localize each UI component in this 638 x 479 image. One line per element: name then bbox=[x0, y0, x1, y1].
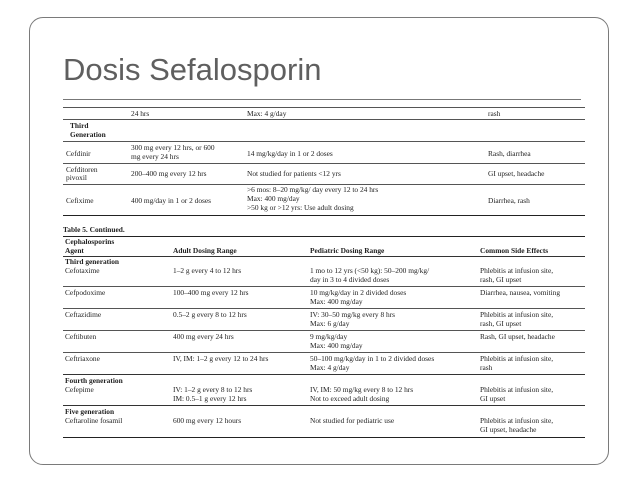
agent-cefepime: Cefepime bbox=[65, 385, 94, 394]
ceftibuten-adult: 400 mg every 24 hrs bbox=[173, 332, 234, 341]
table-caption: Table 5. Continued. bbox=[63, 225, 125, 234]
ceftriaxone-effects-line2: rash bbox=[480, 363, 493, 372]
header-peds: Pediatric Dosing Range bbox=[310, 246, 385, 255]
ceftazidime-adult: 0.5–2 g every 8 to 12 hrs bbox=[173, 310, 247, 319]
agent-cefditoren-line2: pivoxil bbox=[66, 173, 87, 182]
agent-ceftaroline: Ceftaroline fosamil bbox=[65, 416, 123, 425]
table-rule bbox=[63, 374, 585, 375]
cefpodoxime-adult: 100–400 mg every 12 hrs bbox=[173, 288, 249, 297]
ceftriaxone-adult: IV, IM: 1–2 g every 12 to 24 hrs bbox=[173, 354, 269, 363]
cefepime-adult-line2: IM: 0.5–1 g every 12 hrs bbox=[173, 394, 247, 403]
agent-ceftazidime: Ceftazidime bbox=[65, 310, 102, 319]
table-rule bbox=[63, 286, 585, 287]
header-agent-line2: Agent bbox=[65, 246, 84, 255]
ceftaroline-effects-line1: Phlebitis at infusion site, bbox=[480, 416, 554, 425]
ceftaroline-peds: Not studied for pediatric use bbox=[310, 416, 395, 425]
ceftazidime-peds-line1: IV: 30–50 mg/kg every 8 hrs bbox=[310, 310, 396, 319]
agent-cefixime: Cefixime bbox=[66, 196, 94, 205]
agent-ceftriaxone: Ceftriaxone bbox=[65, 354, 100, 363]
table-rule bbox=[63, 119, 585, 120]
cefdinir-dose-line1: 300 mg every 12 hrs, or 600 bbox=[131, 143, 215, 152]
table-rule bbox=[63, 330, 585, 331]
cefepime-adult-line1: IV: 1–2 g every 8 to 12 hrs bbox=[173, 385, 253, 394]
cefepime-effects-line1: Phlebitis at infusion site, bbox=[480, 385, 554, 394]
ceftibuten-peds-line2: Max: 400 mg/day bbox=[310, 341, 363, 350]
ceftaroline-adult: 600 mg every 12 hours bbox=[173, 416, 242, 425]
agent-ceftibuten: Ceftibuten bbox=[65, 332, 97, 341]
cefpodoxime-peds-line1: 10 mg/kg/day in 2 divided doses bbox=[310, 288, 407, 297]
cefdinir-dose-line2: mg every 24 hrs bbox=[131, 152, 179, 161]
table-rule bbox=[63, 236, 585, 237]
table-rule bbox=[63, 163, 585, 164]
table-rule bbox=[63, 215, 585, 216]
section-fifth-generation: Five generation bbox=[65, 407, 115, 416]
agent-cefotaxime: Cefotaxime bbox=[65, 266, 100, 275]
cefixime-dose: 400 mg/day in 1 or 2 doses bbox=[131, 196, 212, 205]
header-adult: Adult Dosing Range bbox=[173, 246, 237, 255]
cefdinir-peds: 14 mg/kg/day in 1 or 2 doses bbox=[247, 149, 333, 158]
table-rule bbox=[63, 107, 585, 108]
cefditoren-dose: 200–400 mg every 12 hrs bbox=[131, 169, 207, 178]
cefotaxime-adult: 1–2 g every 4 to 12 hrs bbox=[173, 266, 242, 275]
ceftazidime-effects-line2: rash, GI upset bbox=[480, 319, 522, 328]
table-rule bbox=[63, 405, 585, 406]
agent-cefdinir: Cefdinir bbox=[66, 149, 91, 158]
slide-title: Dosis Sefalosporin bbox=[63, 52, 322, 87]
ceftazidime-effects-line1: Phlebitis at infusion site, bbox=[480, 310, 554, 319]
cefdinir-effects: Rash, diarrhea bbox=[488, 149, 531, 158]
cefditoren-effects: GI upset, headache bbox=[488, 169, 545, 178]
ceftibuten-effects: Rash, GI upset, headache bbox=[480, 332, 555, 341]
cefpodoxime-effects: Diarrhea, nausea, vomiting bbox=[480, 288, 561, 297]
cell-effects: rash bbox=[488, 109, 501, 118]
cefpodoxime-peds-line2: Max: 400 mg/day bbox=[310, 297, 363, 306]
title-divider bbox=[63, 99, 581, 100]
ceftaroline-effects-line2: GI upset, headache bbox=[480, 425, 537, 434]
table-rule bbox=[63, 141, 585, 142]
table-rule bbox=[63, 256, 585, 257]
cefotaxime-effects-line1: Phlebitis at infusion site, bbox=[480, 266, 554, 275]
section-third-generation: Third Generation bbox=[70, 121, 106, 139]
cefditoren-peds: Not studied for patients <12 yrs bbox=[247, 169, 341, 178]
cefixime-effects: Diarrhea, rash bbox=[488, 196, 530, 205]
cefotaxime-effects-line2: rash, GI upset bbox=[480, 275, 522, 284]
cefixime-peds-line3: >50 kg or >12 yrs: Use adult dosing bbox=[247, 203, 354, 212]
cefepime-effects-line2: GI upset bbox=[480, 394, 506, 403]
ceftriaxone-peds-line1: 50–100 mg/kg/day in 1 to 2 divided doses bbox=[310, 354, 435, 363]
section-fourth-generation: Fourth generation bbox=[65, 376, 123, 385]
agent-cefditoren-line1: Cefditoren bbox=[66, 165, 98, 174]
header-effects: Common Side Effects bbox=[480, 246, 549, 255]
cefepime-peds-line2: Not to exceed adult dosing bbox=[310, 394, 390, 403]
table-rule bbox=[63, 437, 585, 438]
ceftibuten-peds-line1: 9 mg/kg/day bbox=[310, 332, 348, 341]
cefotaxime-peds-line1: 1 mo to 12 yrs (<50 kg): 50–200 mg/kg/ bbox=[310, 266, 430, 275]
section-third-generation-2: Third generation bbox=[65, 257, 119, 266]
cefixime-peds-line1: >6 mos: 8–20 mg/kg/ day every 12 to 24 hrs bbox=[247, 185, 379, 194]
cefepime-peds-line1: IV, IM: 50 mg/kg every 8 to 12 hrs bbox=[310, 385, 414, 394]
table-rule bbox=[63, 308, 585, 309]
ceftazidime-peds-line2: Max: 6 g/day bbox=[310, 319, 350, 328]
table-rule bbox=[63, 352, 585, 353]
ceftriaxone-effects-line1: Phlebitis at infusion site, bbox=[480, 354, 554, 363]
header-agent-line1: Cephalosporins bbox=[65, 237, 115, 246]
cefotaxime-peds-line2: day in 3 to 4 divided doses bbox=[310, 275, 390, 284]
ceftriaxone-peds-line2: Max: 4 g/day bbox=[310, 363, 350, 372]
agent-cefpodoxime: Cefpodoxime bbox=[65, 288, 106, 297]
cell-duration: 24 hrs bbox=[131, 109, 150, 118]
cell-max: Max: 4 g/day bbox=[247, 109, 287, 118]
cefixime-peds-line2: Max: 400 mg/day bbox=[247, 194, 300, 203]
